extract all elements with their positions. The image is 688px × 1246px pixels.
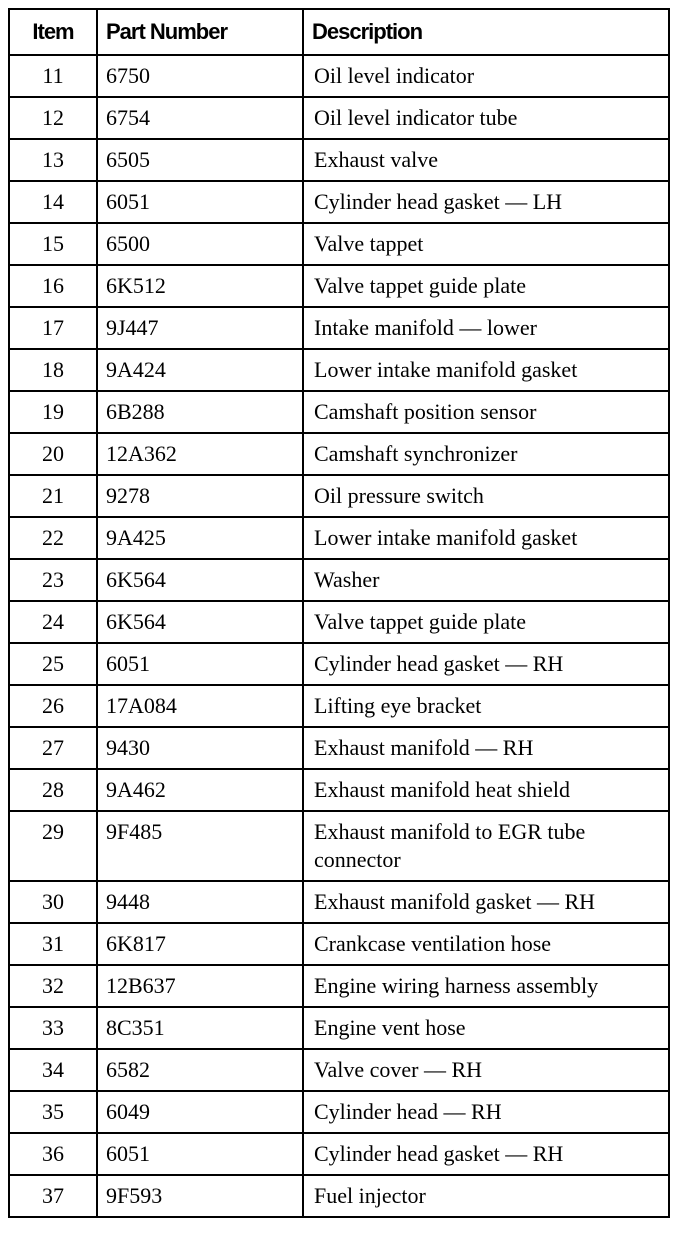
table-row bbox=[9, 881, 669, 923]
description-cell: Camshaft position sensor bbox=[303, 391, 669, 433]
part-number-cell: 6051 bbox=[97, 1133, 303, 1175]
part-number-cell: 6051 bbox=[97, 181, 303, 223]
table-row bbox=[9, 1007, 669, 1049]
table-row bbox=[9, 55, 669, 97]
description-cell: Exhaust manifold to EGR tube connector bbox=[303, 811, 669, 881]
item-cell: 25 bbox=[9, 643, 97, 685]
item-cell: 28 bbox=[9, 769, 97, 811]
item-cell: 29 bbox=[9, 811, 97, 881]
part-number-cell: 6049 bbox=[97, 1091, 303, 1133]
description-cell: Washer bbox=[303, 559, 669, 601]
part-number-cell: 9448 bbox=[97, 881, 303, 923]
description-cell: Cylinder head gasket — LH bbox=[303, 181, 669, 223]
parts-table bbox=[8, 8, 670, 1218]
description-cell: Lifting eye bracket bbox=[303, 685, 669, 727]
table-row bbox=[9, 769, 669, 811]
description-cell: Intake manifold — lower bbox=[303, 307, 669, 349]
table-row bbox=[9, 643, 669, 685]
description-cell: Exhaust valve bbox=[303, 139, 669, 181]
part-number-cell: 6505 bbox=[97, 139, 303, 181]
item-cell: 21 bbox=[9, 475, 97, 517]
part-number-cell: 6K564 bbox=[97, 601, 303, 643]
description-cell: Exhaust manifold — RH bbox=[303, 727, 669, 769]
item-cell: 17 bbox=[9, 307, 97, 349]
part-number-cell: 9A424 bbox=[97, 349, 303, 391]
part-number-cell: 9F485 bbox=[97, 811, 303, 881]
description-cell: Engine vent hose bbox=[303, 1007, 669, 1049]
item-cell: 37 bbox=[9, 1175, 97, 1217]
part-number-cell: 6B288 bbox=[97, 391, 303, 433]
table-row bbox=[9, 265, 669, 307]
item-cell: 23 bbox=[9, 559, 97, 601]
header-part-number: Part Number bbox=[97, 9, 303, 55]
part-number-cell: 6582 bbox=[97, 1049, 303, 1091]
part-number-cell: 6754 bbox=[97, 97, 303, 139]
part-number-cell: 17A084 bbox=[97, 685, 303, 727]
description-cell: Oil level indicator tube bbox=[303, 97, 669, 139]
item-cell: 30 bbox=[9, 881, 97, 923]
description-cell: Lower intake manifold gasket bbox=[303, 349, 669, 391]
table-row bbox=[9, 1175, 669, 1217]
table-row bbox=[9, 349, 669, 391]
part-number-cell: 8C351 bbox=[97, 1007, 303, 1049]
table-row bbox=[9, 97, 669, 139]
item-cell: 19 bbox=[9, 391, 97, 433]
table-row bbox=[9, 223, 669, 265]
description-cell: Exhaust manifold heat shield bbox=[303, 769, 669, 811]
item-cell: 14 bbox=[9, 181, 97, 223]
item-cell: 24 bbox=[9, 601, 97, 643]
item-cell: 22 bbox=[9, 517, 97, 559]
table-row bbox=[9, 685, 669, 727]
description-cell: Valve cover — RH bbox=[303, 1049, 669, 1091]
part-number-cell: 9A462 bbox=[97, 769, 303, 811]
table-row bbox=[9, 517, 669, 559]
description-cell: Oil pressure switch bbox=[303, 475, 669, 517]
table-row bbox=[9, 181, 669, 223]
item-cell: 31 bbox=[9, 923, 97, 965]
description-cell: Exhaust manifold gasket — RH bbox=[303, 881, 669, 923]
item-cell: 32 bbox=[9, 965, 97, 1007]
description-cell: Lower intake manifold gasket bbox=[303, 517, 669, 559]
item-cell: 16 bbox=[9, 265, 97, 307]
part-number-cell: 6K564 bbox=[97, 559, 303, 601]
item-cell: 11 bbox=[9, 55, 97, 97]
description-cell: Cylinder head gasket — RH bbox=[303, 643, 669, 685]
description-cell: Cylinder head gasket — RH bbox=[303, 1133, 669, 1175]
header-description: Description bbox=[303, 9, 669, 55]
part-number-cell: 6500 bbox=[97, 223, 303, 265]
description-cell: Cylinder head — RH bbox=[303, 1091, 669, 1133]
item-cell: 26 bbox=[9, 685, 97, 727]
header-row bbox=[9, 9, 669, 55]
description-cell: Valve tappet guide plate bbox=[303, 265, 669, 307]
item-cell: 27 bbox=[9, 727, 97, 769]
item-cell: 15 bbox=[9, 223, 97, 265]
part-number-cell: 9430 bbox=[97, 727, 303, 769]
table-row bbox=[9, 811, 669, 881]
description-cell: Oil level indicator bbox=[303, 55, 669, 97]
table-row bbox=[9, 601, 669, 643]
header-item: Item bbox=[9, 9, 97, 55]
part-number-cell: 12B637 bbox=[97, 965, 303, 1007]
part-number-cell: 9J447 bbox=[97, 307, 303, 349]
description-cell: Engine wiring harness assembly bbox=[303, 965, 669, 1007]
item-cell: 34 bbox=[9, 1049, 97, 1091]
table-row bbox=[9, 475, 669, 517]
item-cell: 33 bbox=[9, 1007, 97, 1049]
table-row bbox=[9, 391, 669, 433]
description-cell: Crankcase ventilation hose bbox=[303, 923, 669, 965]
item-cell: 36 bbox=[9, 1133, 97, 1175]
table-row bbox=[9, 1049, 669, 1091]
table-row bbox=[9, 433, 669, 475]
item-cell: 18 bbox=[9, 349, 97, 391]
part-number-cell: 12A362 bbox=[97, 433, 303, 475]
part-number-cell: 6750 bbox=[97, 55, 303, 97]
description-cell: Fuel injector bbox=[303, 1175, 669, 1217]
part-number-cell: 6K817 bbox=[97, 923, 303, 965]
part-number-cell: 9278 bbox=[97, 475, 303, 517]
part-number-cell: 6051 bbox=[97, 643, 303, 685]
table-row bbox=[9, 965, 669, 1007]
table-row bbox=[9, 1091, 669, 1133]
part-number-cell: 6K512 bbox=[97, 265, 303, 307]
description-cell: Valve tappet bbox=[303, 223, 669, 265]
item-cell: 12 bbox=[9, 97, 97, 139]
table-row bbox=[9, 923, 669, 965]
item-cell: 35 bbox=[9, 1091, 97, 1133]
item-cell: 20 bbox=[9, 433, 97, 475]
item-cell: 13 bbox=[9, 139, 97, 181]
part-number-cell: 9F593 bbox=[97, 1175, 303, 1217]
table-row bbox=[9, 559, 669, 601]
part-number-cell: 9A425 bbox=[97, 517, 303, 559]
description-cell: Camshaft synchronizer bbox=[303, 433, 669, 475]
table-row bbox=[9, 727, 669, 769]
table-row bbox=[9, 1133, 669, 1175]
table-row bbox=[9, 307, 669, 349]
description-cell: Valve tappet guide plate bbox=[303, 601, 669, 643]
table-row bbox=[9, 139, 669, 181]
